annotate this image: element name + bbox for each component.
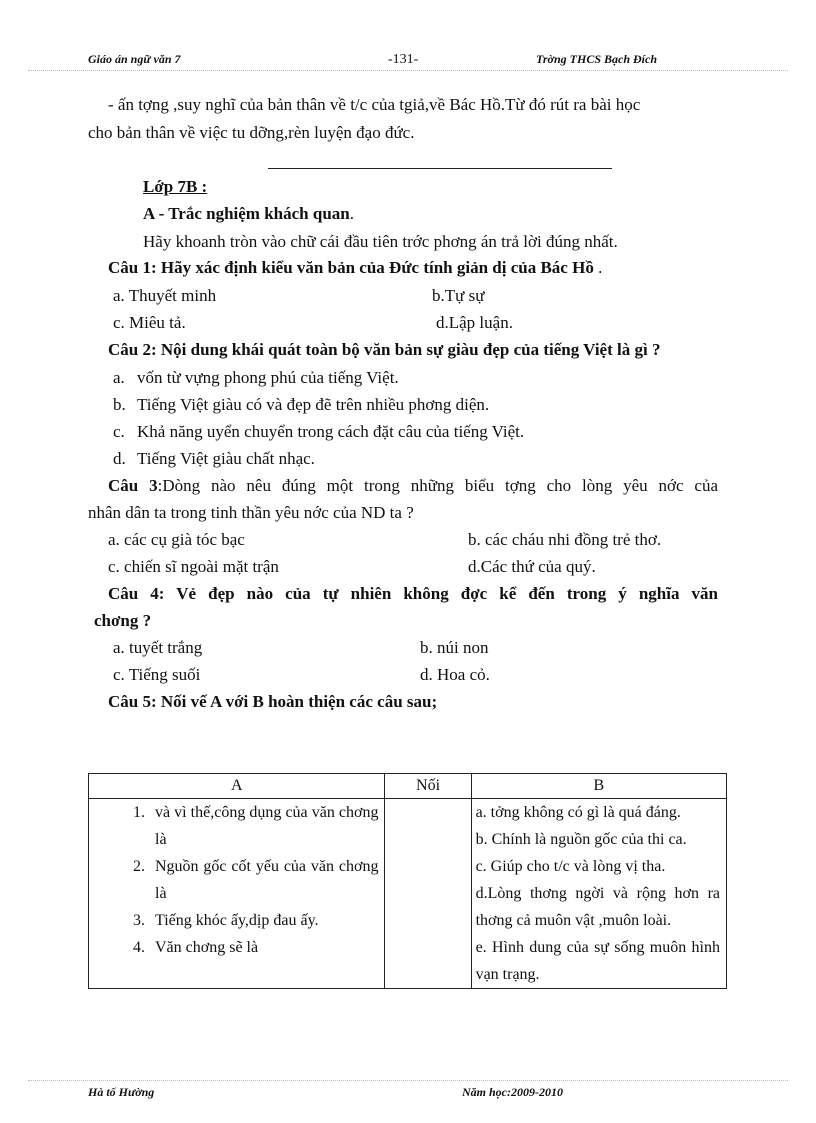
q3-option-b: b. các cháu nhi đồng trẻ thơ.	[468, 530, 662, 549]
q4-option-a: a. tuyết trắng	[113, 638, 203, 657]
a-item-text: Văn chơng sẽ là	[155, 939, 259, 956]
a-item-4	[89, 934, 384, 961]
q4-option-c: c. Tiếng suối	[113, 665, 201, 684]
q2-text-c: Khả năng uyển chuyển trong cách đặt câu của tiếng Việt.	[137, 422, 525, 441]
header-a: A	[89, 774, 385, 799]
column-b-cell	[471, 799, 726, 989]
question-3-line-2: nhân dân ta trong tinh thần yêu nớc của ND ta ?	[88, 503, 414, 522]
question-1-end: .	[593, 258, 603, 277]
q3-option-a: a. các cụ già tóc bạc	[108, 530, 245, 549]
header-subject: Giáo án ngữ văn 7	[88, 52, 181, 66]
header-divider	[28, 70, 788, 71]
b-item-e: e. Hình dung của sự sống muôn hình vạn trạng.	[475, 939, 720, 983]
a-item-num: 3.	[133, 912, 145, 929]
q1-option-a: a. Thuyết minh	[113, 286, 217, 305]
q2-letter-d: d.	[113, 449, 126, 468]
header-b: B	[471, 774, 726, 799]
match-answer-cell[interactable]	[385, 799, 471, 989]
a-item-text: Nguồn gốc cốt yếu của văn chơng là	[155, 858, 379, 902]
part-title-text: A - Trắc nghiệm khách quan	[143, 204, 350, 223]
b-item-d: d.Lòng thơng ngời và rộng hơn ra thơng cả muôn vật ,muôn loài.	[475, 885, 720, 929]
intro-line-1: - ấn tợng ,suy nghĩ của bản thân về t/c của tgiả,về Bác Hồ.Từ đó rút ra bài học	[108, 95, 641, 114]
question-3-label: Câu 3	[108, 476, 158, 495]
q2-text-a: vốn từ vựng phong phú của tiếng Việt.	[137, 368, 399, 387]
q1-option-c: c. Miêu tả.	[113, 313, 186, 332]
a-item-text: Tiếng khóc ấy,dịp đau ấy.	[155, 912, 319, 929]
question-2-label: Câu 2: Nội dung khái quát toàn bộ văn bản sự giàu đẹp của tiếng Việt là gì ?	[108, 340, 661, 359]
footer-divider	[28, 1080, 788, 1081]
part-title-end: .	[349, 204, 354, 223]
header-school: Trờng THCS Bạch Đích	[536, 52, 658, 66]
b-item-b: b. Chính là nguồn gốc của thi ca.	[475, 831, 687, 848]
question-5-label: Câu 5: Nối vế A với B hoàn thiện các câu sau;	[108, 692, 438, 711]
question-1	[108, 258, 602, 278]
q1-option-b: b.Tự sự	[432, 286, 485, 305]
q3-option-c: c. chiến sĩ ngoài mặt trận	[108, 557, 279, 576]
a-item-text: và vì thế,công dụng của văn chơng là	[155, 804, 379, 848]
q2-option-a	[113, 368, 399, 388]
a-item-1	[89, 799, 384, 853]
q2-option-b	[113, 395, 489, 415]
question-4-line-1: Câu 4: Vẻ đẹp nào của tự nhiên không đợc kể đến trong ý nghĩa văn	[108, 584, 718, 603]
header-noi: Nối	[385, 774, 471, 799]
a-item-2	[89, 853, 384, 907]
q2-letter-c: c.	[113, 422, 125, 441]
q4-option-d: d. Hoa cỏ.	[420, 665, 490, 684]
q4-option-b: b. núi non	[420, 638, 489, 657]
question-4-line-2: chơng ?	[94, 611, 152, 630]
q2-text-b: Tiếng Việt giàu có và đẹp đẽ trên nhiều phơng diện.	[137, 395, 490, 414]
instruction: Hãy khoanh tròn vào chữ cái đầu tiên trớc phơng án trả lời đúng nhất.	[143, 232, 618, 251]
footer-school-year: Năm học:2009-2010	[462, 1085, 563, 1099]
matching-table	[88, 773, 727, 989]
table-header-row	[89, 774, 727, 799]
q2-option-d	[113, 449, 315, 469]
table-body-row	[89, 799, 727, 989]
q1-option-d: d.Lập luận.	[436, 313, 513, 332]
q2-letter-b: b.	[113, 395, 126, 414]
b-item-a: a. tởng không có gì là quá đáng.	[475, 804, 681, 821]
question-3-text: :Dòng nào nêu đúng một trong những biểu tợng cho lòng yêu nớc của	[157, 476, 718, 495]
a-item-num: 2.	[133, 858, 145, 875]
intro-line-2: cho bản thân về việc tu dỡng,rèn luyện đạo đức.	[88, 123, 415, 142]
question-3-line-1	[108, 476, 718, 496]
question-1-label: Câu 1: Hãy xác định kiểu văn bản của Đức tính giản dị của Bác Hồ	[108, 258, 594, 277]
q2-letter-a: a.	[113, 368, 125, 387]
part-title	[143, 204, 354, 224]
b-item-c: c. Giúp cho t/c và lòng vị tha.	[475, 858, 666, 875]
footer-author: Hà tố Hường	[88, 1085, 155, 1099]
q2-option-c	[113, 422, 524, 442]
page-number: -131-	[388, 52, 419, 67]
section-divider	[268, 168, 612, 169]
class-title: Lớp 7B :	[143, 177, 208, 196]
a-item-num: 4.	[133, 939, 145, 956]
q2-text-d: Tiếng Việt giàu chất nhạc.	[137, 449, 315, 468]
a-item-3	[89, 907, 384, 934]
column-a-cell	[89, 799, 385, 989]
a-item-num: 1.	[133, 804, 145, 821]
q3-option-d: d.Các thứ của quý.	[468, 557, 596, 576]
